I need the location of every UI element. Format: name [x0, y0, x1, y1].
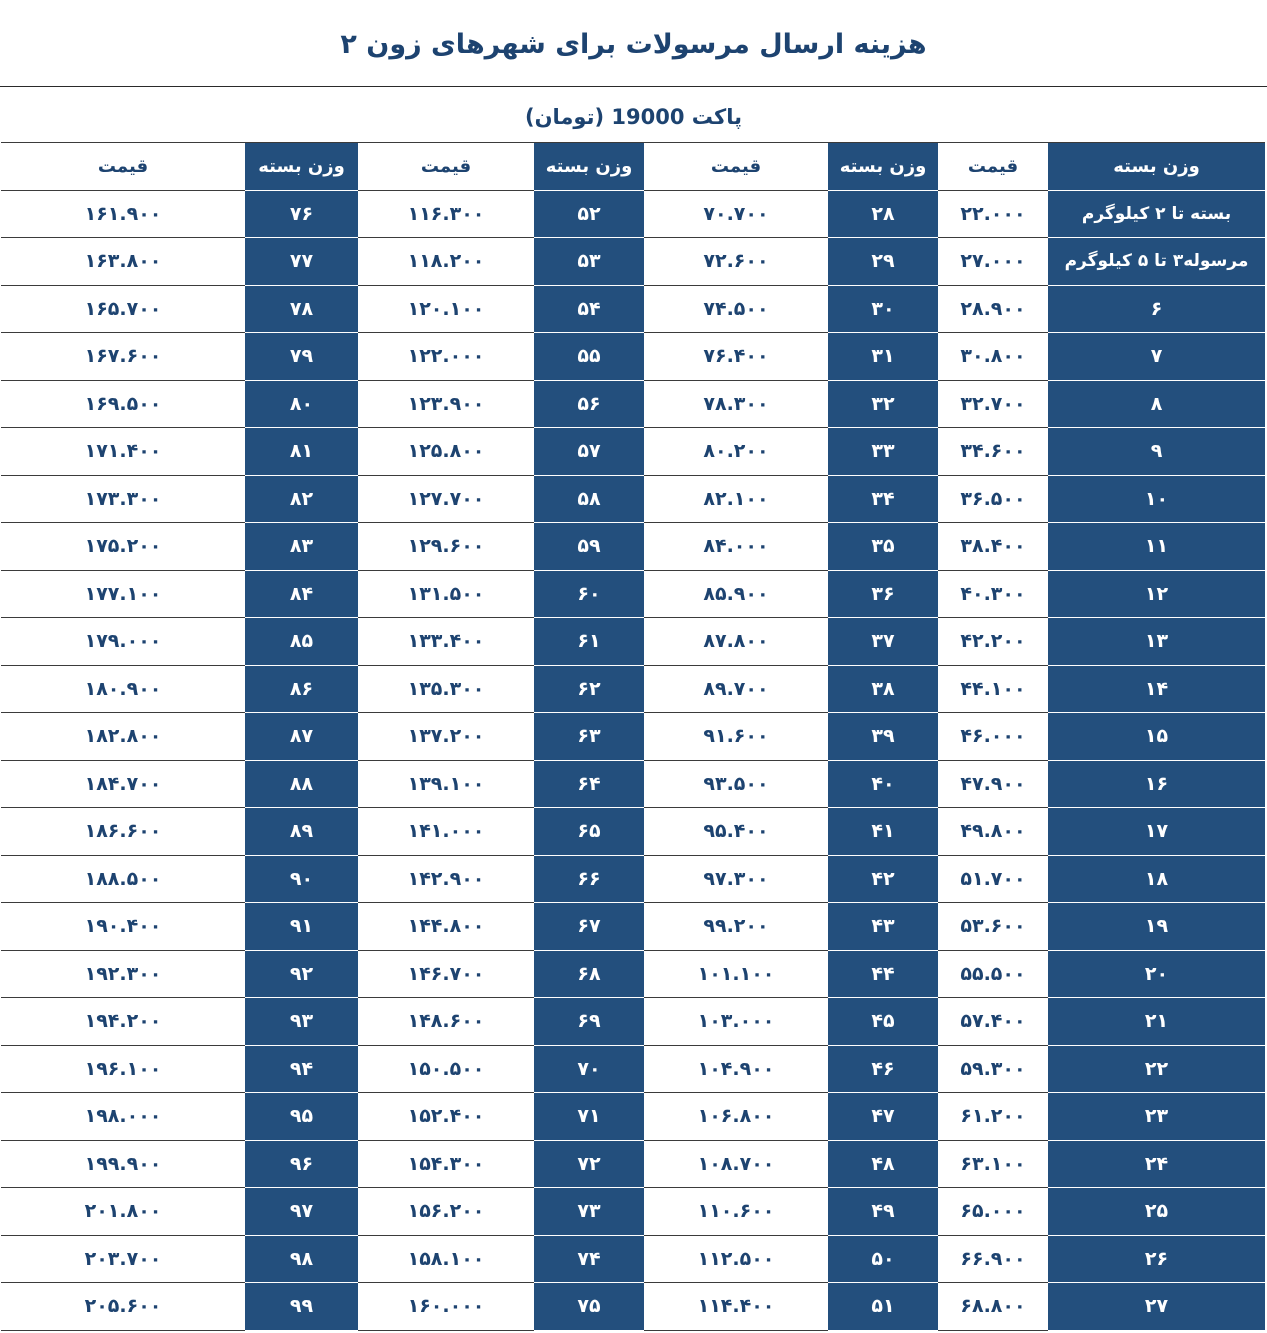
cell-weight-4: ۷۹: [245, 333, 358, 381]
table-row: [1, 950, 1265, 998]
cell-weight-2: ۴۶: [828, 1045, 938, 1093]
cell-weight-3: ۶۹: [534, 998, 644, 1046]
cell-price-2: ۱۰۴.۹۰۰: [644, 1045, 828, 1093]
cell-price-4: ۱۹۹.۹۰۰: [1, 1140, 245, 1188]
cell-price-4: ۱۷۳.۳۰۰: [1, 475, 245, 523]
cell-price-1: ۴۹.۸۰۰: [938, 808, 1048, 856]
cell-weight-3: ۶۴: [534, 760, 644, 808]
cell-weight-3: ۷۲: [534, 1140, 644, 1188]
cell-weight-2: ۳۱: [828, 333, 938, 381]
title-divider: [0, 86, 1267, 87]
cell-weight-3: ۶۱: [534, 618, 644, 666]
cell-price-1: ۵۷.۴۰۰: [938, 998, 1048, 1046]
cell-price-4: ۱۶۹.۵۰۰: [1, 380, 245, 428]
cell-price-2: ۱۰۱.۱۰۰: [644, 950, 828, 998]
cell-weight-4: ۹۷: [245, 1188, 358, 1236]
cell-weight-1: ۹: [1048, 428, 1265, 476]
cell-weight-2: ۴۲: [828, 855, 938, 903]
cell-price-1: ۶۵.۰۰۰: [938, 1188, 1048, 1236]
cell-weight-2: ۲۸: [828, 190, 938, 238]
cell-price-1: ۳۰.۸۰۰: [938, 333, 1048, 381]
cell-price-4: ۱۶۱.۹۰۰: [1, 190, 245, 238]
cell-weight-1: مرسوله۳ تا ۵ کیلوگرم: [1048, 238, 1265, 286]
cell-weight-4: ۸۰: [245, 380, 358, 428]
cell-price-1: ۶۸.۸۰۰: [938, 1283, 1048, 1331]
cell-price-4: ۱۷۵.۲۰۰: [1, 523, 245, 571]
cell-price-3: ۱۴۱.۰۰۰: [358, 808, 534, 856]
cell-price-2: ۱۱۴.۴۰۰: [644, 1283, 828, 1331]
cell-weight-1: بسته تا ۲ کیلوگرم: [1048, 190, 1265, 238]
cell-price-4: ۱۸۲.۸۰۰: [1, 713, 245, 761]
cell-weight-4: ۹۳: [245, 998, 358, 1046]
table-row: [1, 190, 1265, 238]
cell-price-4: ۱۹۲.۳۰۰: [1, 950, 245, 998]
cell-price-3: ۱۶۰.۰۰۰: [358, 1283, 534, 1331]
cell-weight-3: ۶۶: [534, 855, 644, 903]
cell-weight-2: ۳۷: [828, 618, 938, 666]
cell-price-1: ۵۱.۷۰۰: [938, 855, 1048, 903]
cell-price-2: ۸۰.۲۰۰: [644, 428, 828, 476]
cell-price-3: ۱۳۷.۲۰۰: [358, 713, 534, 761]
cell-price-2: ۹۷.۳۰۰: [644, 855, 828, 903]
cell-weight-4: ۸۱: [245, 428, 358, 476]
table-row: [1, 475, 1265, 523]
table-row: [1, 333, 1265, 381]
cell-weight-2: ۳۲: [828, 380, 938, 428]
cell-weight-4: ۷۷: [245, 238, 358, 286]
cell-weight-3: ۷۴: [534, 1235, 644, 1283]
cell-price-1: ۲۲.۰۰۰: [938, 190, 1048, 238]
cell-weight-4: ۸۸: [245, 760, 358, 808]
cell-price-3: ۱۴۶.۷۰۰: [358, 950, 534, 998]
table-row: [1, 855, 1265, 903]
cell-weight-4: ۹۰: [245, 855, 358, 903]
cell-price-3: ۱۲۹.۶۰۰: [358, 523, 534, 571]
cell-price-2: ۸۴.۰۰۰: [644, 523, 828, 571]
cell-price-3: ۱۲۷.۷۰۰: [358, 475, 534, 523]
cell-price-3: ۱۲۳.۹۰۰: [358, 380, 534, 428]
cell-price-1: ۶۶.۹۰۰: [938, 1235, 1048, 1283]
cell-weight-4: ۹۵: [245, 1093, 358, 1141]
cell-weight-2: ۴۴: [828, 950, 938, 998]
cell-weight-1: ۱۵: [1048, 713, 1265, 761]
cell-price-4: ۱۷۹.۰۰۰: [1, 618, 245, 666]
cell-weight-1: ۱۱: [1048, 523, 1265, 571]
cell-weight-2: ۴۹: [828, 1188, 938, 1236]
cell-price-3: ۱۱۶.۳۰۰: [358, 190, 534, 238]
cell-price-3: ۱۴۲.۹۰۰: [358, 855, 534, 903]
cell-price-4: ۱۹۶.۱۰۰: [1, 1045, 245, 1093]
cell-price-2: ۸۹.۷۰۰: [644, 665, 828, 713]
cell-weight-3: ۷۰: [534, 1045, 644, 1093]
cell-price-2: ۷۰.۷۰۰: [644, 190, 828, 238]
cell-price-2: ۹۹.۲۰۰: [644, 903, 828, 951]
cell-price-2: ۹۱.۶۰۰: [644, 713, 828, 761]
table-subtitle: پاکت 19000 (تومان): [525, 105, 742, 129]
cell-price-3: ۱۲۰.۱۰۰: [358, 285, 534, 333]
cell-price-3: ۱۵۸.۱۰۰: [358, 1235, 534, 1283]
header-weight-1: وزن بسته: [1048, 143, 1265, 191]
header-price-1: قیمت: [938, 143, 1048, 191]
cell-price-1: ۴۲.۲۰۰: [938, 618, 1048, 666]
table-row: [1, 665, 1265, 713]
cell-price-4: ۱۶۳.۸۰۰: [1, 238, 245, 286]
cell-price-2: ۱۱۲.۵۰۰: [644, 1235, 828, 1283]
cell-weight-4: ۹۴: [245, 1045, 358, 1093]
cell-price-1: ۶۱.۲۰۰: [938, 1093, 1048, 1141]
cell-weight-3: ۵۲: [534, 190, 644, 238]
page-title: هزینه ارسال مرسولات برای شهرهای زون ۲: [340, 29, 927, 60]
cell-weight-1: ۱۹: [1048, 903, 1265, 951]
table-row: [1, 618, 1265, 666]
cell-weight-1: ۱۳: [1048, 618, 1265, 666]
cell-weight-2: ۴۷: [828, 1093, 938, 1141]
cell-price-1: ۳۴.۶۰۰: [938, 428, 1048, 476]
cell-weight-3: ۷۱: [534, 1093, 644, 1141]
cell-price-2: ۱۰۸.۷۰۰: [644, 1140, 828, 1188]
cell-weight-4: ۸۷: [245, 713, 358, 761]
cell-price-4: ۱۶۷.۶۰۰: [1, 333, 245, 381]
cell-price-3: ۱۳۳.۴۰۰: [358, 618, 534, 666]
table-header-row: [1, 143, 1265, 191]
cell-weight-2: ۴۱: [828, 808, 938, 856]
cell-price-4: ۱۹۰.۴۰۰: [1, 903, 245, 951]
cell-price-3: ۱۳۵.۳۰۰: [358, 665, 534, 713]
cell-weight-4: ۹۹: [245, 1283, 358, 1331]
cell-weight-4: ۷۸: [245, 285, 358, 333]
table-row: [1, 238, 1265, 286]
cell-weight-3: ۶۲: [534, 665, 644, 713]
table-row: [1, 428, 1265, 476]
cell-weight-2: ۳۶: [828, 570, 938, 618]
cell-price-2: ۷۲.۶۰۰: [644, 238, 828, 286]
cell-weight-4: ۷۶: [245, 190, 358, 238]
cell-weight-3: ۵۶: [534, 380, 644, 428]
cell-weight-2: ۳۰: [828, 285, 938, 333]
cell-weight-1: ۱۶: [1048, 760, 1265, 808]
cell-price-2: ۹۵.۴۰۰: [644, 808, 828, 856]
cell-weight-2: ۳۴: [828, 475, 938, 523]
cell-price-4: ۱۹۸.۰۰۰: [1, 1093, 245, 1141]
header-price-3: قیمت: [358, 143, 534, 191]
cell-price-2: ۱۱۰.۶۰۰: [644, 1188, 828, 1236]
cell-weight-2: ۳۹: [828, 713, 938, 761]
cell-price-1: ۳۲.۷۰۰: [938, 380, 1048, 428]
table-row: [1, 1283, 1265, 1331]
cell-price-1: ۳۶.۵۰۰: [938, 475, 1048, 523]
cell-price-4: ۱۸۴.۷۰۰: [1, 760, 245, 808]
cell-weight-4: ۸۴: [245, 570, 358, 618]
cell-weight-2: ۵۱: [828, 1283, 938, 1331]
table-row: [1, 808, 1265, 856]
cell-price-2: ۷۸.۳۰۰: [644, 380, 828, 428]
cell-weight-4: ۸۳: [245, 523, 358, 571]
cell-weight-1: ۱۰: [1048, 475, 1265, 523]
cell-price-2: ۸۲.۱۰۰: [644, 475, 828, 523]
cell-weight-2: ۴۵: [828, 998, 938, 1046]
table-row: [1, 998, 1265, 1046]
cell-weight-4: ۹۸: [245, 1235, 358, 1283]
cell-price-1: ۴۶.۰۰۰: [938, 713, 1048, 761]
cell-weight-1: ۸: [1048, 380, 1265, 428]
shipping-rate-table: [1, 142, 1265, 1331]
cell-weight-3: ۵۳: [534, 238, 644, 286]
cell-weight-4: ۸۲: [245, 475, 358, 523]
cell-weight-3: ۵۴: [534, 285, 644, 333]
cell-price-2: ۷۴.۵۰۰: [644, 285, 828, 333]
cell-weight-2: ۳۵: [828, 523, 938, 571]
cell-weight-3: ۵۹: [534, 523, 644, 571]
cell-weight-1: ۶: [1048, 285, 1265, 333]
cell-weight-3: ۵۷: [534, 428, 644, 476]
cell-price-4: ۱۸۸.۵۰۰: [1, 855, 245, 903]
header-price-2: قیمت: [644, 143, 828, 191]
cell-price-1: ۵۹.۳۰۰: [938, 1045, 1048, 1093]
table-row: [1, 1188, 1265, 1236]
cell-weight-1: ۲۰: [1048, 950, 1265, 998]
cell-weight-2: ۵۰: [828, 1235, 938, 1283]
cell-price-4: ۱۷۷.۱۰۰: [1, 570, 245, 618]
cell-price-2: ۹۳.۵۰۰: [644, 760, 828, 808]
cell-weight-3: ۶۰: [534, 570, 644, 618]
cell-price-3: ۱۱۸.۲۰۰: [358, 238, 534, 286]
cell-price-3: ۱۵۶.۲۰۰: [358, 1188, 534, 1236]
cell-price-1: ۳۸.۴۰۰: [938, 523, 1048, 571]
table-row: [1, 760, 1265, 808]
cell-price-3: ۱۵۰.۵۰۰: [358, 1045, 534, 1093]
cell-price-3: ۱۲۵.۸۰۰: [358, 428, 534, 476]
table-row: [1, 1140, 1265, 1188]
cell-weight-1: ۱۴: [1048, 665, 1265, 713]
cell-price-3: ۱۵۴.۳۰۰: [358, 1140, 534, 1188]
table-row: [1, 1235, 1265, 1283]
table-row: [1, 1045, 1265, 1093]
cell-weight-4: ۸۹: [245, 808, 358, 856]
table-row: [1, 285, 1265, 333]
cell-weight-1: ۲۵: [1048, 1188, 1265, 1236]
cell-weight-2: ۳۳: [828, 428, 938, 476]
header-weight-4: وزن بسته: [245, 143, 358, 191]
cell-price-4: ۱۷۱.۴۰۰: [1, 428, 245, 476]
cell-price-3: ۱۵۲.۴۰۰: [358, 1093, 534, 1141]
header-weight-2: وزن بسته: [828, 143, 938, 191]
cell-price-1: ۵۵.۵۰۰: [938, 950, 1048, 998]
cell-weight-1: ۲۷: [1048, 1283, 1265, 1331]
cell-weight-4: ۸۵: [245, 618, 358, 666]
cell-price-2: ۸۵.۹۰۰: [644, 570, 828, 618]
cell-weight-1: ۷: [1048, 333, 1265, 381]
cell-price-4: ۱۶۵.۷۰۰: [1, 285, 245, 333]
cell-price-3: ۱۳۹.۱۰۰: [358, 760, 534, 808]
cell-weight-2: ۲۹: [828, 238, 938, 286]
cell-price-3: ۱۳۱.۵۰۰: [358, 570, 534, 618]
cell-price-2: ۷۶.۴۰۰: [644, 333, 828, 381]
cell-price-2: ۱۰۳.۰۰۰: [644, 998, 828, 1046]
cell-price-2: ۸۷.۸۰۰: [644, 618, 828, 666]
table-row: [1, 570, 1265, 618]
cell-price-1: ۲۸.۹۰۰: [938, 285, 1048, 333]
cell-weight-1: ۲۱: [1048, 998, 1265, 1046]
table-body: [1, 190, 1265, 1330]
cell-price-4: ۲۰۳.۷۰۰: [1, 1235, 245, 1283]
table-row: [1, 903, 1265, 951]
cell-price-1: ۵۳.۶۰۰: [938, 903, 1048, 951]
table-row: [1, 523, 1265, 571]
cell-weight-1: ۱۷: [1048, 808, 1265, 856]
cell-weight-3: ۶۳: [534, 713, 644, 761]
cell-weight-3: ۷۳: [534, 1188, 644, 1236]
cell-price-2: ۱۰۶.۸۰۰: [644, 1093, 828, 1141]
cell-price-3: ۱۲۲.۰۰۰: [358, 333, 534, 381]
cell-price-3: ۱۴۴.۸۰۰: [358, 903, 534, 951]
cell-weight-1: ۲۲: [1048, 1045, 1265, 1093]
cell-weight-3: ۶۸: [534, 950, 644, 998]
cell-price-1: ۴۷.۹۰۰: [938, 760, 1048, 808]
cell-weight-2: ۴۰: [828, 760, 938, 808]
cell-price-1: ۴۰.۳۰۰: [938, 570, 1048, 618]
table-row: [1, 1093, 1265, 1141]
cell-weight-3: ۷۵: [534, 1283, 644, 1331]
cell-weight-1: ۱۸: [1048, 855, 1265, 903]
cell-price-4: ۱۸۰.۹۰۰: [1, 665, 245, 713]
header-price-4: قیمت: [1, 143, 245, 191]
cell-weight-2: ۴۸: [828, 1140, 938, 1188]
header-weight-3: وزن بسته: [534, 143, 644, 191]
cell-weight-2: ۳۸: [828, 665, 938, 713]
cell-price-1: ۴۴.۱۰۰: [938, 665, 1048, 713]
cell-weight-4: ۹۱: [245, 903, 358, 951]
cell-price-4: ۱۸۶.۶۰۰: [1, 808, 245, 856]
cell-weight-1: ۲۴: [1048, 1140, 1265, 1188]
cell-price-1: ۲۷.۰۰۰: [938, 238, 1048, 286]
cell-weight-3: ۶۵: [534, 808, 644, 856]
cell-weight-2: ۴۳: [828, 903, 938, 951]
cell-price-1: ۶۳.۱۰۰: [938, 1140, 1048, 1188]
cell-weight-3: ۶۷: [534, 903, 644, 951]
cell-weight-4: ۸۶: [245, 665, 358, 713]
cell-price-4: ۱۹۴.۲۰۰: [1, 998, 245, 1046]
cell-weight-1: ۲۶: [1048, 1235, 1265, 1283]
cell-price-4: ۲۰۱.۸۰۰: [1, 1188, 245, 1236]
cell-weight-3: ۵۵: [534, 333, 644, 381]
cell-price-3: ۱۴۸.۶۰۰: [358, 998, 534, 1046]
cell-weight-4: ۹۶: [245, 1140, 358, 1188]
cell-weight-4: ۹۲: [245, 950, 358, 998]
cell-weight-1: ۲۳: [1048, 1093, 1265, 1141]
table-row: [1, 380, 1265, 428]
cell-price-4: ۲۰۵.۶۰۰: [1, 1283, 245, 1331]
cell-weight-3: ۵۸: [534, 475, 644, 523]
cell-weight-1: ۱۲: [1048, 570, 1265, 618]
table-row: [1, 713, 1265, 761]
